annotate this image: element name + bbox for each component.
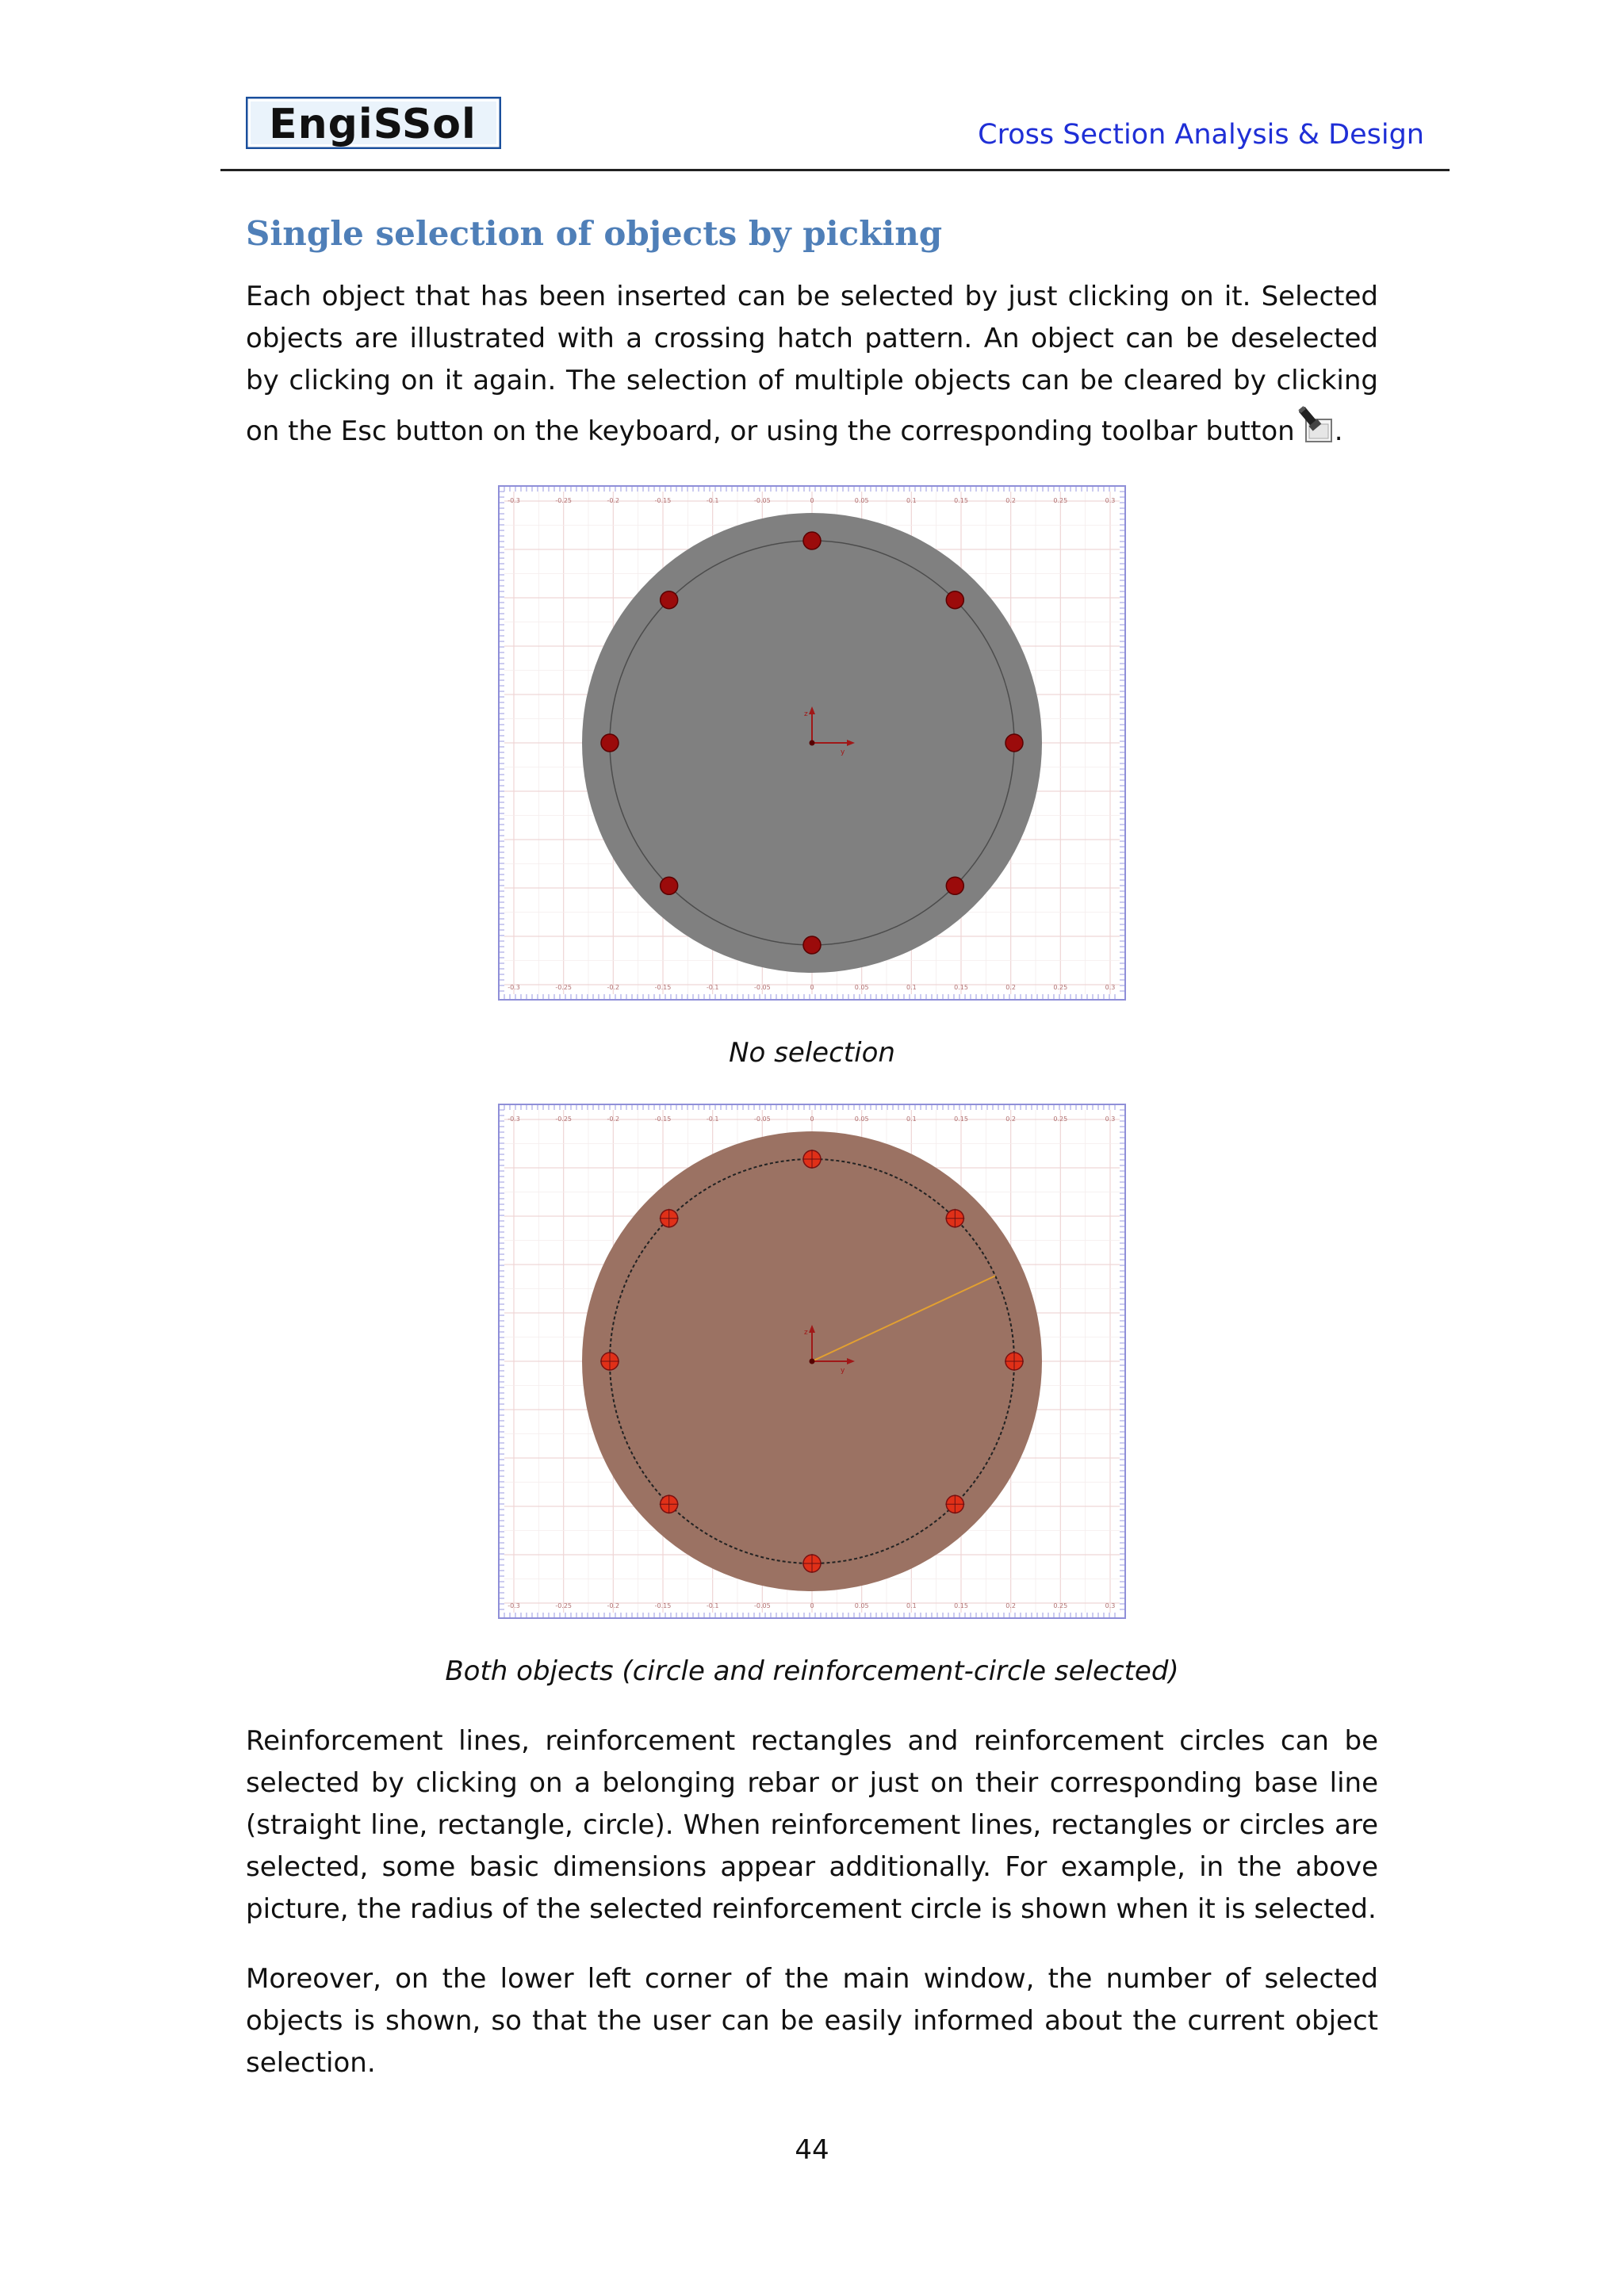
- tick-label-top: 0.1: [906, 1115, 917, 1123]
- tick-label-bottom: -0.15: [654, 1602, 672, 1609]
- tick-label-top: 0.2: [1005, 1115, 1017, 1123]
- tick-label-bottom: -0.2: [607, 984, 620, 991]
- tick-label-top: -0.3: [508, 497, 520, 504]
- tick-label-bottom: 0.15: [954, 1602, 968, 1609]
- tick-label-top: 0.05: [854, 497, 869, 504]
- tick-label-top: 0.2: [1005, 497, 1017, 504]
- tick-label-bottom: 0.25: [1053, 984, 1068, 991]
- rebar: [1005, 734, 1023, 752]
- tick-label-bottom: 0.3: [1105, 984, 1116, 991]
- tick-label-bottom: -0.3: [508, 1602, 520, 1609]
- tick-label-top: -0.1: [706, 1115, 719, 1123]
- section-heading: Single selection of objects by picking: [246, 214, 943, 253]
- tick-label-top: -0.3: [508, 1115, 520, 1123]
- tick-label-top: -0.1: [706, 497, 719, 504]
- rebar: [803, 936, 821, 954]
- tick-label-bottom: 0.05: [854, 984, 869, 991]
- tick-label-bottom: 0.1: [906, 984, 917, 991]
- rebar: [661, 591, 678, 609]
- tick-label-top: -0.05: [753, 497, 771, 504]
- figure-caption-no-selection: No selection: [729, 1037, 895, 1069]
- tick-label-bottom: -0.05: [753, 984, 771, 991]
- tick-label-bottom: 0.05: [854, 1602, 869, 1609]
- tick-label-bottom: 0.3: [1105, 1602, 1116, 1609]
- rebar: [803, 532, 821, 549]
- tick-label-bottom: 0.2: [1005, 1602, 1017, 1609]
- tick-label-bottom: -0.2: [607, 1602, 620, 1609]
- tick-label-top: 0: [810, 1115, 814, 1123]
- tick-label-top: 0.25: [1053, 497, 1068, 504]
- tick-label-bottom: -0.3: [508, 984, 520, 991]
- tick-label-top: -0.25: [555, 497, 573, 504]
- y-axis-label: y: [841, 748, 845, 756]
- paragraph-reinforcement-selection: Reinforcement lines, reinforcement rectangles and reinforcement circles can be selected by clicking on a belonging rebar or just on their corresponding base line (straight line, rectangle, circle). When reinforcement lines, rectangles or circles are selected, some basic dimensions appear additionally. For example, in the above picture, the radius of the selected reinforcement circle is shown when it is selected.: [246, 1725, 1378, 1925]
- rebar: [946, 591, 963, 609]
- tick-label-top: -0.15: [654, 1115, 672, 1123]
- rebar: [946, 877, 963, 894]
- tick-label-top: -0.2: [607, 497, 620, 504]
- y-axis-label: y: [841, 1367, 845, 1375]
- tick-label-bottom: 0.2: [1005, 984, 1017, 991]
- tick-label-top: -0.2: [607, 1115, 620, 1123]
- tick-label-top: -0.25: [555, 1115, 573, 1123]
- clear-selection-icon: [1298, 402, 1335, 445]
- paragraph-text: Each object that has been inserted can be selected by just clicking on it. Selected objects are illustrated with a crossing hatch pattern. An object can be deselected by clicking on it again. The selection of multiple objects can be cleared by clicking on the Esc button on the keyboard, or using the corresponding toolbar button: [246, 281, 1378, 447]
- tick-label-top: 0: [810, 497, 814, 504]
- tick-label-top: 0.25: [1053, 1115, 1068, 1123]
- z-axis-label: z: [804, 1329, 808, 1337]
- tick-label-bottom: 0.15: [954, 984, 968, 991]
- page-number: 44: [795, 2134, 829, 2166]
- tick-label-bottom: -0.25: [555, 984, 573, 991]
- tick-label-top: 0.05: [854, 1115, 869, 1123]
- tick-label-bottom: -0.1: [706, 984, 719, 991]
- tick-label-bottom: 0.25: [1053, 1602, 1068, 1609]
- paragraph-selection-count: Moreover, on the lower left corner of the main window, the number of selected objects is shown, so that the user can be easily informed about the current object selection.: [246, 1963, 1378, 2079]
- tick-label-bottom: 0.1: [906, 1602, 917, 1609]
- tick-label-top: 0.3: [1105, 1115, 1116, 1123]
- origin-point: [810, 740, 815, 746]
- z-axis-label: z: [804, 710, 808, 718]
- cross-section-figure-no-selection: [498, 485, 1126, 1001]
- tick-label-top: 0.1: [906, 497, 917, 504]
- header-title: Cross Section Analysis & Design: [978, 119, 1424, 151]
- cross-section-figure-selected: [498, 1104, 1126, 1619]
- tick-label-bottom: -0.15: [654, 984, 672, 991]
- tick-label-top: 0.15: [954, 1115, 968, 1123]
- header-divider: [220, 169, 1450, 171]
- figure-caption-selected: Both objects (circle and reinforcement-circle selected): [445, 1655, 1179, 1687]
- tick-label-top: -0.05: [753, 1115, 771, 1123]
- tick-label-bottom: -0.1: [706, 1602, 719, 1609]
- tick-label-bottom: -0.05: [753, 1602, 771, 1609]
- tick-label-bottom: -0.25: [555, 1602, 573, 1609]
- tick-label-top: 0.15: [954, 497, 968, 504]
- tick-label-bottom: 0: [810, 984, 814, 991]
- engissol-logo: [246, 97, 501, 149]
- paragraph-end: .: [1334, 415, 1343, 447]
- tick-label-bottom: 0: [810, 1602, 814, 1609]
- paragraph-selection-intro: [246, 276, 1378, 453]
- svg-text:EngiSSol: EngiSSol: [269, 101, 477, 148]
- tick-label-top: -0.15: [654, 497, 672, 504]
- rebar: [661, 877, 678, 894]
- rebar: [601, 734, 619, 752]
- tick-label-top: 0.3: [1105, 497, 1116, 504]
- origin-point: [810, 1359, 815, 1364]
